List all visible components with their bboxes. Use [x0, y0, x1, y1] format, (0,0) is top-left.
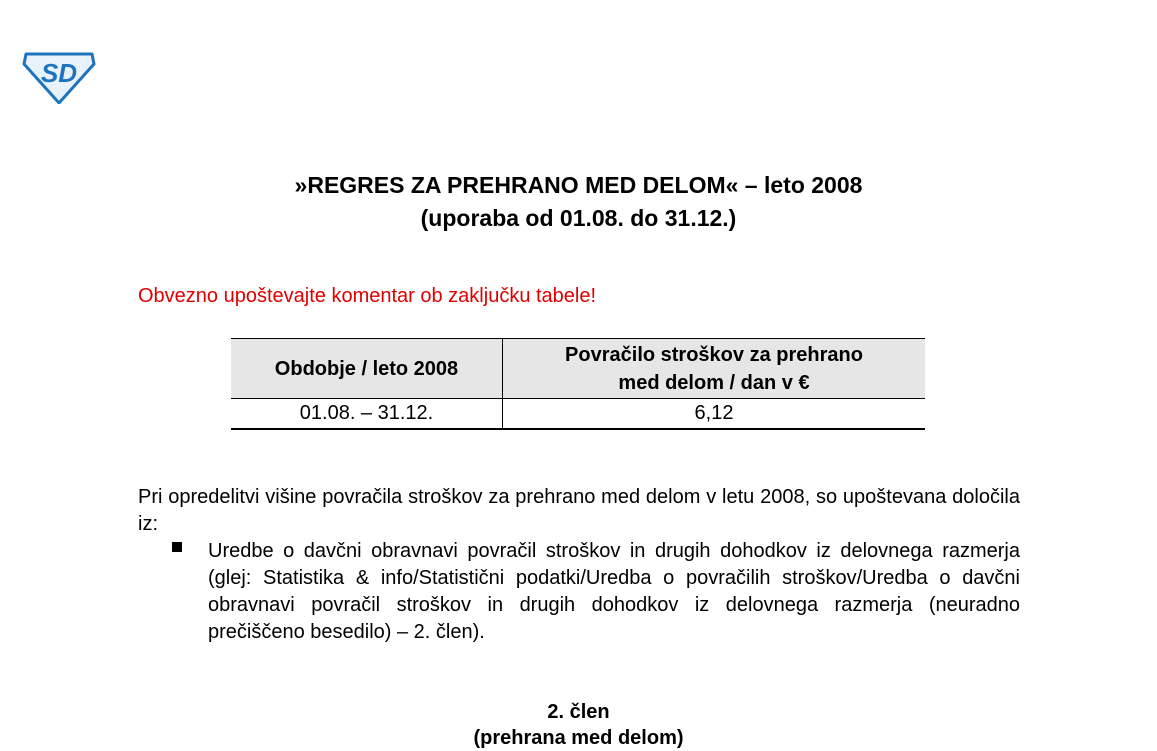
bullet-item: Uredbe o davčni obravnavi povračil stroškov in drugih dohodkov iz delovnega razmerja (glej: Statistika & info/Statistični podatki/Uredba o povračilih stroškov/Uredba o davčni obravnavi povračil stroškov in drugih dohodkov iz delovnega razmerja (neuradno prečiščeno besedilo) – 2. člen). — [208, 540, 1020, 643]
column-header-amount — [503, 339, 926, 399]
bullet-icon — [172, 542, 182, 552]
column-header-amount-line1: Povračilo stroškov za prehrano — [565, 343, 863, 366]
article-heading: 2. člen — [547, 701, 610, 723]
cell-amount: 6,12 — [503, 399, 926, 430]
document-title: »REGRES ZA PREHRANO MED DELOM« – leto 2008 — [294, 172, 863, 198]
column-header-period: Obdobje / leto 2008 — [231, 339, 503, 399]
document-subtitle: (uporaba od 01.08. do 31.12.) — [420, 205, 737, 231]
intro-paragraph: Pri opredelitvi višine povračila stroškov za prehrano med delom v letu 2008, so upoštevana določila iz: — [138, 486, 1020, 535]
svg-text:SD: SD — [40, 58, 78, 88]
table-row — [231, 399, 925, 430]
warning-note: Obvezno upoštevajte komentar ob zaključku tabele! — [138, 285, 597, 307]
table-header-row — [231, 339, 925, 399]
company-logo — [22, 48, 96, 104]
regres-table — [231, 338, 925, 430]
column-header-amount-line2: med delom / dan v € — [618, 371, 810, 394]
cell-period: 01.08. – 31.12. — [231, 399, 503, 430]
article-subheading: (prehrana med delom) — [473, 727, 684, 749]
